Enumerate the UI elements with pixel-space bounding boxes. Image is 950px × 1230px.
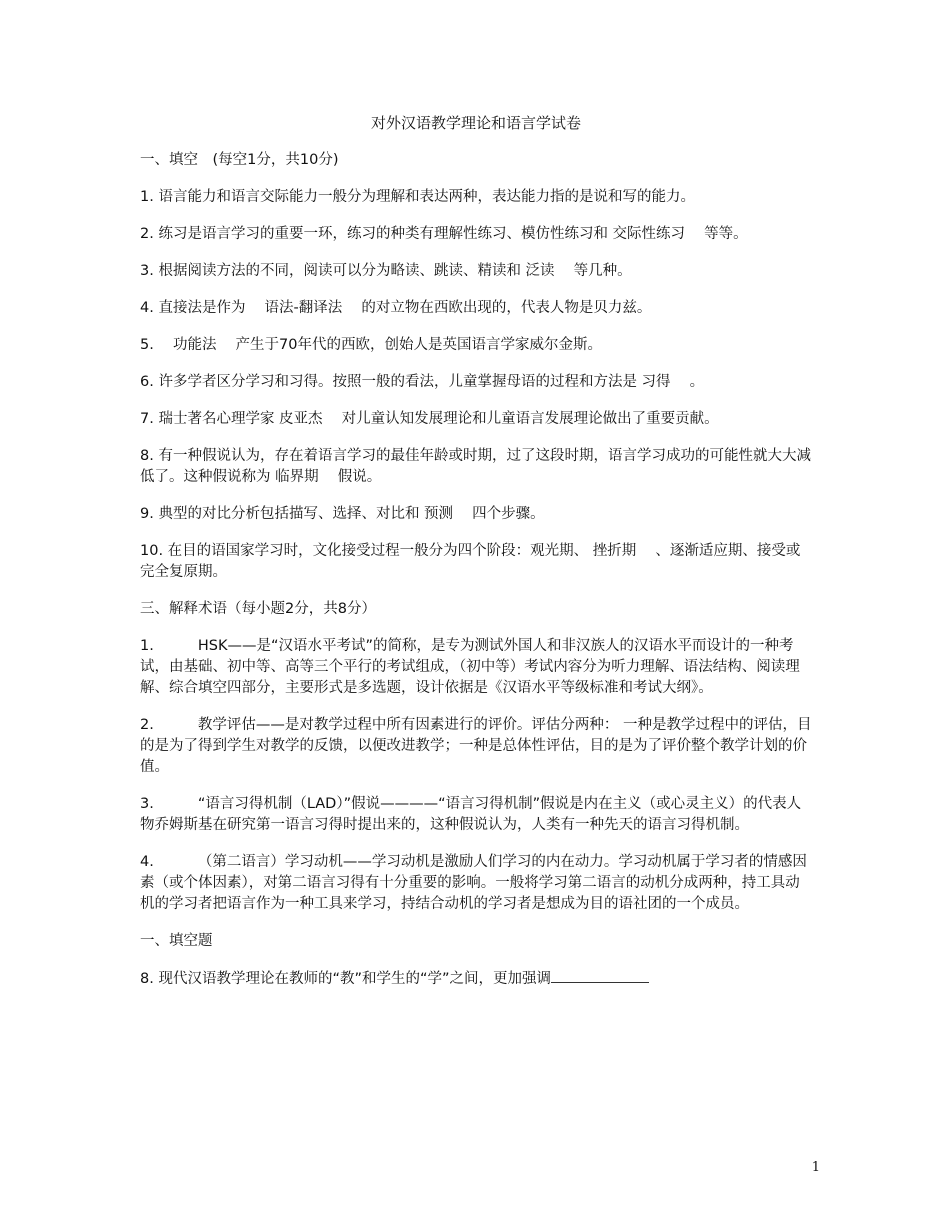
section-heading-fill-repeat: 一、填空题	[140, 933, 213, 949]
fill-item-5: 5. 功能法 产生于70年代的西欧，创始人是英国语言学家威尔金斯。	[140, 337, 603, 353]
term-item-3	[140, 794, 812, 836]
term-number: 3.	[140, 796, 154, 812]
document-title: 对外汉语教学理论和语言学试卷	[370, 114, 581, 132]
term-number: 1.	[140, 638, 154, 654]
fill-item-3: 3. 根据阅读方法的不同，阅读可以分为略读、跳读、精读和 泛读 等几种。	[140, 263, 632, 279]
term-text: “语言习得机制（LAD）”假说————“语言习得机制”假说是内在主义（或心灵主义）的代表人物乔姆斯基在研究第一语言习得时提出来的，这种假说认为，人类有一种先天的语言习得机制。	[140, 796, 802, 833]
fill-item-last	[140, 968, 812, 990]
term-item-1	[140, 636, 812, 699]
fill-item-last-text: 8. 现代汉语教学理论在教师的“教”和学生的“学”之间，更加强调	[140, 971, 551, 987]
fill-item-2: 2. 练习是语言学习的重要一环，练习的种类有理解性练习、模仿性练习和 交际性练习 等等。	[140, 226, 748, 242]
fill-item-1: 1. 语言能力和语言交际能力一般分为理解和表达两种，表达能力指的是说和写的能力。	[140, 189, 695, 205]
term-text: 教学评估——是对教学过程中所有因素进行的评价。评估分两种： 一种是教学过程中的评估，目的是为了得到学生对教学的反馈，以便改进教学；一种是总体性评估，目的是为了评价整个教学计划的价值。	[140, 717, 812, 775]
fill-item-9: 9. 典型的对比分析包括描写、选择、对比和 预测 四个步骤。	[140, 506, 545, 522]
document-body	[140, 112, 812, 1006]
fill-item-7: 7. 瑞士著名心理学家 皮亚杰 对儿童认知发展理论和儿童语言发展理论做出了重要贡献。	[140, 411, 719, 427]
term-number: 2.	[140, 717, 154, 733]
answer-blank	[551, 968, 649, 983]
section-heading-terms: 三、解释术语（每小题2分，共8分）	[140, 601, 376, 617]
fill-item-6: 6. 许多学者区分学习和习得。按照一般的看法，儿童掌握母语的过程和方法是 习得 。	[140, 374, 705, 390]
term-number: 4.	[140, 854, 154, 870]
page-number: 1	[811, 1160, 820, 1175]
term-item-4	[140, 852, 812, 915]
term-item-2	[140, 715, 812, 778]
term-text: HSK——是“汉语水平考试”的简称，是专为测试外国人和非汉族人的汉语水平而设计的一种考试，由基础、初中等、高等三个平行的考试组成，（初中等）考试内容分为听力理解、语法结构、阅读理解、综合填空四部分，主要形式是多选题，设计依据是《汉语水平等级标准和考试大纲》。	[140, 638, 800, 696]
term-text: （第二语言）学习动机——学习动机是激励人们学习的内在动力。学习动机属于学习者的情感因素（或个体因素），对第二语言习得有十分重要的影响。一般将学习第二语言的动机分成两种，持工具动机的学习者把语言作为一种工具来学习，持结合动机的学习者是想成为目的语社团的一个成员。	[140, 854, 807, 912]
fill-item-4: 4. 直接法是作为 语法-翻译法 的对立物在西欧出现的，代表人物是贝力兹。	[140, 300, 652, 316]
section-heading-fill: 一、填空 (每空1分，共10分)	[140, 152, 339, 168]
fill-item-8: 8. 有一种假说认为，存在着语言学习的最佳年龄或时期，过了这段时期，语言学习成功的可能性就大大减低了。这种假说称为 临界期 假说。	[140, 448, 811, 485]
fill-item-10: 10. 在目的语国家学习时，文化接受过程一般分为四个阶段：观光期、 挫折期 、逐渐适应期、接受或完全复原期。	[140, 543, 801, 580]
